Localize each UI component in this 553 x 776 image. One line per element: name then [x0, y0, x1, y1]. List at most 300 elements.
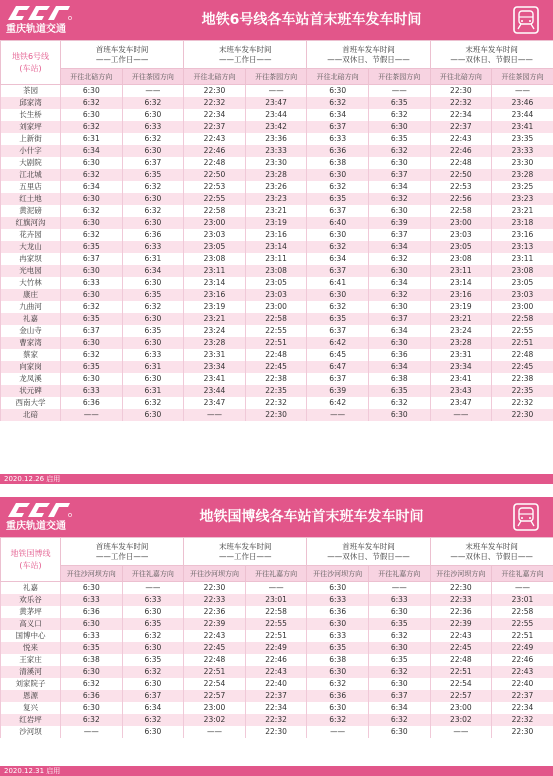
departure-time: 23:11 [430, 265, 492, 277]
station-name: 恩源 [1, 690, 61, 702]
departure-time: 6:30 [307, 85, 369, 98]
departure-time: 6:40 [307, 217, 369, 229]
time-group-header [184, 538, 307, 566]
departure-time: 22:30 [184, 582, 246, 595]
departure-time: 23:47 [430, 397, 492, 409]
departure-time: 22:37 [245, 690, 307, 702]
departure-time: 23:03 [184, 229, 246, 241]
departure-time: 23:43 [430, 385, 492, 397]
departure-time: 23:34 [430, 361, 492, 373]
departure-time: 6:37 [368, 169, 430, 181]
departure-time: 22:45 [245, 361, 307, 373]
departure-time: 6:30 [307, 169, 369, 181]
table-row [1, 630, 553, 642]
departure-time: 22:51 [245, 337, 307, 349]
group-subtitle: ——双休日、节假日—— [327, 551, 410, 561]
station-name: 长生桥 [1, 109, 61, 121]
station-name: 茶园 [1, 85, 61, 98]
departure-time: 6:30 [307, 582, 369, 595]
departure-time: 22:49 [245, 642, 307, 654]
direction-header: 开往礼嘉方向 [122, 566, 184, 582]
departure-time: 6:32 [61, 229, 123, 241]
departure-time: 22:48 [492, 349, 553, 361]
departure-time: 6:33 [307, 630, 369, 642]
departure-time: 6:34 [368, 361, 430, 373]
page-title: 地铁国博线各车站首末班车发车时间 [199, 509, 424, 525]
departure-time: 6:37 [307, 373, 369, 385]
departure-time: 6:30 [122, 373, 184, 385]
departure-time: 6:35 [368, 618, 430, 630]
departure-time: 6:38 [307, 157, 369, 169]
departure-time: 22:34 [430, 109, 492, 121]
table-row [1, 714, 553, 726]
departure-time: —— [122, 85, 184, 98]
departure-time: 6:35 [307, 313, 369, 325]
panel-divider [0, 484, 553, 497]
departure-time: 6:35 [61, 361, 123, 373]
departure-time: 23:03 [430, 229, 492, 241]
departure-time: 23:00 [184, 702, 246, 714]
group-subtitle: ——工作日—— [219, 54, 272, 64]
station-column-header: 地铁国博线 (车站) [1, 538, 61, 582]
departure-time: 23:21 [430, 313, 492, 325]
station-name: 康庄 [1, 289, 61, 301]
direction-header: 开往茶园方向 [245, 69, 307, 85]
table-row [1, 594, 553, 606]
departure-time: 6:30 [61, 618, 123, 630]
departure-time: 22:43 [430, 133, 492, 145]
departure-time: 6:37 [368, 229, 430, 241]
departure-time: 6:32 [368, 193, 430, 205]
departure-time: 6:30 [122, 217, 184, 229]
departure-time: 6:32 [307, 678, 369, 690]
departure-time: 22:58 [245, 313, 307, 325]
departure-time: 6:35 [307, 193, 369, 205]
departure-time: 6:32 [61, 97, 123, 109]
departure-time: 23:28 [245, 169, 307, 181]
departure-time: 6:33 [61, 594, 123, 606]
departure-time: 6:32 [307, 97, 369, 109]
station-name: 大剧院 [1, 157, 61, 169]
departure-time: 6:30 [368, 301, 430, 313]
departure-time: 22:46 [245, 654, 307, 666]
departure-time: 22:32 [184, 97, 246, 109]
departure-time: 6:34 [61, 145, 123, 157]
departure-time: 6:33 [368, 594, 430, 606]
station-name: 大竹林 [1, 277, 61, 289]
direction-header: 开往沙河坝方向 [61, 566, 123, 582]
departure-time: 6:32 [122, 397, 184, 409]
table-row [1, 385, 553, 397]
departure-time: 6:30 [61, 337, 123, 349]
departure-time: 6:34 [307, 109, 369, 121]
departure-time: 6:35 [307, 642, 369, 654]
table-row [1, 361, 553, 373]
departure-time: 6:34 [368, 241, 430, 253]
departure-time: 23:03 [492, 289, 553, 301]
departure-time: 6:30 [122, 642, 184, 654]
station-name: 向家岗 [1, 361, 61, 373]
station-name: 状元碑 [1, 385, 61, 397]
departure-time: 6:34 [122, 702, 184, 714]
direction-header: 开往礼嘉方向 [245, 566, 307, 582]
direction-header: 开往茶园方向 [368, 69, 430, 85]
group-subtitle: ——工作日—— [95, 54, 149, 64]
departure-time: 22:49 [492, 642, 553, 654]
departure-time: 23:14 [430, 277, 492, 289]
departure-time: 6:30 [307, 289, 369, 301]
departure-time: 22:30 [492, 726, 553, 738]
departure-time: 6:32 [368, 289, 430, 301]
departure-time: 22:53 [184, 181, 246, 193]
group-title: 首班车发车时间 [95, 541, 149, 551]
departure-time: 22:50 [430, 169, 492, 181]
departure-time: 6:32 [368, 253, 430, 265]
departure-time: 6:30 [61, 193, 123, 205]
departure-time: 23:36 [245, 133, 307, 145]
departure-time: 23:19 [184, 301, 246, 313]
departure-time: 6:30 [307, 666, 369, 678]
group-title: 首班车发车时间 [342, 44, 395, 54]
table-row [1, 229, 553, 241]
departure-time: 22:48 [430, 654, 492, 666]
departure-time: 22:30 [184, 85, 246, 98]
table-row [1, 373, 553, 385]
table-row [1, 181, 553, 193]
departure-time: —— [61, 409, 123, 421]
table-row [1, 726, 553, 738]
departure-time: 6:32 [122, 666, 184, 678]
group-subtitle: ——双休日、节假日—— [450, 551, 533, 561]
departure-time: 6:35 [368, 133, 430, 145]
departure-time: 22:56 [430, 193, 492, 205]
departure-time: 6:34 [307, 253, 369, 265]
departure-time: —— [430, 726, 492, 738]
departure-time: 22:43 [430, 630, 492, 642]
departure-time: 23:08 [245, 265, 307, 277]
table-row [1, 337, 553, 349]
departure-time: 22:55 [245, 325, 307, 337]
table-row [1, 642, 553, 654]
station-name: 黄泥磅 [1, 205, 61, 217]
departure-time: 22:36 [430, 606, 492, 618]
departure-time: 6:39 [368, 217, 430, 229]
departure-time: 6:32 [368, 714, 430, 726]
table-row [1, 678, 553, 690]
station-name: 刘家坪 [1, 121, 61, 133]
departure-time: 23:11 [184, 265, 246, 277]
departure-time: 22:43 [245, 666, 307, 678]
departure-time: 6:36 [61, 606, 123, 618]
departure-time: 6:30 [61, 85, 123, 98]
departure-time: 23:11 [492, 253, 553, 265]
departure-time: 23:13 [492, 241, 553, 253]
station-name: 红旗河沟 [1, 217, 61, 229]
station-name: 高义口 [1, 618, 61, 630]
departure-time: 6:32 [307, 714, 369, 726]
direction-header: 开往沙河坝方向 [307, 566, 369, 582]
table-row [1, 241, 553, 253]
table-row [1, 325, 553, 337]
departure-time: 6:30 [122, 678, 184, 690]
departure-time: 6:32 [122, 205, 184, 217]
departure-time: 6:34 [61, 181, 123, 193]
departure-time: 23:47 [184, 397, 246, 409]
departure-time: 6:30 [122, 145, 184, 157]
departure-time: 6:30 [61, 666, 123, 678]
departure-time: 6:30 [61, 217, 123, 229]
effective-date-footer: 2020.12.31 启用 [0, 766, 553, 776]
departure-time: 6:30 [61, 582, 123, 595]
departure-time: 23:42 [245, 121, 307, 133]
departure-time: 6:32 [368, 397, 430, 409]
departure-time: 6:34 [368, 181, 430, 193]
departure-time: 23:47 [245, 97, 307, 109]
station-name: 国博中心 [1, 630, 61, 642]
departure-time: 6:30 [61, 373, 123, 385]
departure-time: 6:47 [307, 361, 369, 373]
departure-time: 22:46 [492, 654, 553, 666]
departure-time: 23:00 [430, 217, 492, 229]
departure-time: 6:39 [307, 385, 369, 397]
departure-time: 23:21 [492, 205, 553, 217]
table-row [1, 157, 553, 169]
departure-time: 23:16 [492, 229, 553, 241]
departure-time: 6:33 [122, 241, 184, 253]
departure-time: 23:28 [184, 337, 246, 349]
departure-time: 6:32 [61, 205, 123, 217]
direction-header: 开往茶园方向 [492, 69, 553, 85]
direction-header: 开往北碚方向 [184, 69, 246, 85]
departure-time: 6:36 [61, 397, 123, 409]
time-group-header [61, 41, 184, 69]
departure-time: 6:30 [368, 726, 430, 738]
departure-time: 23:30 [245, 157, 307, 169]
departure-time: 6:31 [122, 253, 184, 265]
departure-time: 23:33 [492, 145, 553, 157]
departure-time: 6:34 [122, 265, 184, 277]
departure-time: 22:40 [492, 678, 553, 690]
departure-time: 6:33 [61, 630, 123, 642]
station-name: 礼嘉 [1, 313, 61, 325]
station-name: 沙河坝 [1, 726, 61, 738]
departure-time: 22:50 [184, 169, 246, 181]
metro-train-icon [513, 503, 539, 531]
departure-time: 23:00 [430, 702, 492, 714]
departure-time: 22:32 [492, 714, 553, 726]
departure-time: 6:37 [122, 690, 184, 702]
departure-time: 22:55 [492, 618, 553, 630]
departure-time: 22:39 [184, 618, 246, 630]
departure-time: 6:36 [122, 229, 184, 241]
departure-time: 22:30 [430, 582, 492, 595]
departure-time: 6:42 [307, 397, 369, 409]
departure-time: 23:19 [245, 217, 307, 229]
station-name: 九曲河 [1, 301, 61, 313]
table-row [1, 193, 553, 205]
departure-time: 23:16 [430, 289, 492, 301]
station-name: 光电园 [1, 265, 61, 277]
departure-time: —— [492, 582, 553, 595]
departure-time: 22:37 [184, 121, 246, 133]
departure-time: 23:08 [184, 253, 246, 265]
departure-time: 6:36 [61, 690, 123, 702]
departure-time: —— [430, 409, 492, 421]
departure-time: 23:14 [184, 277, 246, 289]
departure-time: 6:30 [61, 157, 123, 169]
departure-time: —— [184, 409, 246, 421]
group-subtitle: ——工作日—— [95, 551, 149, 561]
group-title: 末班车发车时间 [465, 44, 518, 54]
departure-time: 23:33 [245, 145, 307, 157]
departure-time: 6:35 [368, 97, 430, 109]
departure-time: 6:30 [307, 702, 369, 714]
departure-time: 23:41 [184, 373, 246, 385]
station-name: 花卉园 [1, 229, 61, 241]
expo-line-panel [0, 497, 553, 776]
departure-time: 22:54 [430, 678, 492, 690]
table-row [1, 97, 553, 109]
departure-time: 22:30 [245, 409, 307, 421]
group-subtitle: ——双休日、节假日—— [450, 54, 533, 64]
departure-time: 6:33 [122, 121, 184, 133]
group-title: 首班车发车时间 [342, 541, 395, 551]
station-name: 黄茅坪 [1, 606, 61, 618]
table-row [1, 409, 553, 421]
table-row [1, 169, 553, 181]
departure-time: 22:43 [492, 666, 553, 678]
departure-time: 22:39 [430, 618, 492, 630]
station-name: 红土地 [1, 193, 61, 205]
departure-time: 23:05 [492, 277, 553, 289]
departure-time: 22:32 [430, 97, 492, 109]
departure-time: 22:32 [492, 397, 553, 409]
departure-time: 23:18 [492, 217, 553, 229]
departure-time: 23:35 [492, 133, 553, 145]
departure-time: 6:35 [61, 241, 123, 253]
departure-time: 22:51 [430, 666, 492, 678]
departure-time: 23:24 [430, 325, 492, 337]
departure-time: 22:33 [184, 594, 246, 606]
departure-time: 6:41 [307, 277, 369, 289]
station-name: 五里店 [1, 181, 61, 193]
departure-time: 22:32 [245, 714, 307, 726]
departure-time: 6:35 [122, 325, 184, 337]
departure-time: 6:30 [122, 193, 184, 205]
departure-time: 6:32 [61, 349, 123, 361]
departure-time: 6:32 [122, 181, 184, 193]
departure-time: 23:00 [184, 217, 246, 229]
departure-time: 6:32 [307, 241, 369, 253]
station-name: 曹家湾 [1, 337, 61, 349]
direction-header-row [1, 566, 553, 582]
station-name: 江北城 [1, 169, 61, 181]
departure-time: 6:42 [307, 337, 369, 349]
departure-time: 23:41 [430, 373, 492, 385]
departure-time: 6:32 [122, 301, 184, 313]
departure-time: 22:51 [184, 666, 246, 678]
departure-time: 6:30 [368, 205, 430, 217]
table-row [1, 85, 553, 98]
table-row [1, 289, 553, 301]
group-title: 首班车发车时间 [95, 44, 149, 54]
departure-time: 23:08 [430, 253, 492, 265]
departure-time: 22:58 [184, 205, 246, 217]
departure-time: 6:38 [368, 373, 430, 385]
departure-time: 23:28 [430, 337, 492, 349]
departure-time: 23:31 [184, 349, 246, 361]
departure-time: —— [184, 726, 246, 738]
departure-time: 23:14 [245, 241, 307, 253]
table-row [1, 265, 553, 277]
departure-time: 6:35 [61, 313, 123, 325]
departure-time: 23:16 [245, 229, 307, 241]
departure-time: 23:26 [245, 181, 307, 193]
departure-time: 22:51 [492, 630, 553, 642]
table-row [1, 253, 553, 265]
table-row [1, 702, 553, 714]
station-name: 金山寺 [1, 325, 61, 337]
departure-time: 23:19 [430, 301, 492, 313]
departure-time: 6:33 [61, 277, 123, 289]
departure-time: 23:01 [245, 594, 307, 606]
departure-time: 6:33 [307, 594, 369, 606]
departure-time: 6:30 [368, 409, 430, 421]
table-row [1, 654, 553, 666]
departure-time: 23:03 [245, 289, 307, 301]
departure-time: 22:57 [184, 690, 246, 702]
time-group-header [307, 538, 430, 566]
table-row [1, 313, 553, 325]
departure-time: 23:25 [492, 181, 553, 193]
departure-time: 6:30 [307, 229, 369, 241]
station-name: 邱家湾 [1, 97, 61, 109]
departure-time: 23:05 [184, 241, 246, 253]
departure-time: 6:30 [368, 265, 430, 277]
crt-logo [6, 4, 76, 36]
departure-time: 22:30 [492, 409, 553, 421]
departure-time: 6:37 [307, 121, 369, 133]
departure-time: 6:32 [368, 630, 430, 642]
station-column-header: 地铁6号线 (车站) [1, 41, 61, 85]
departure-time: 6:30 [122, 109, 184, 121]
station-name: 悦来 [1, 642, 61, 654]
departure-time: 23:41 [492, 121, 553, 133]
expo-header-bar [0, 497, 553, 537]
departure-time: 6:30 [368, 157, 430, 169]
departure-time: 6:30 [61, 702, 123, 714]
departure-time: —— [368, 85, 430, 98]
page-title: 地铁6号线各车站首末班车发车时间 [201, 12, 422, 28]
departure-time: 23:28 [492, 169, 553, 181]
departure-time: 22:35 [245, 385, 307, 397]
departure-time: 22:40 [245, 678, 307, 690]
departure-time: 6:31 [122, 385, 184, 397]
departure-time: 22:58 [492, 606, 553, 618]
departure-time: 6:35 [368, 654, 430, 666]
station-name: 礼嘉 [1, 582, 61, 595]
departure-time: 6:32 [122, 133, 184, 145]
departure-time: 23:16 [184, 289, 246, 301]
departure-time: 22:45 [492, 361, 553, 373]
station-name: 欢乐谷 [1, 594, 61, 606]
departure-time: 6:32 [61, 301, 123, 313]
departure-time: —— [368, 582, 430, 595]
table-row [1, 109, 553, 121]
departure-time: 6:30 [61, 265, 123, 277]
departure-time: 6:36 [368, 349, 430, 361]
departure-time: 22:46 [184, 145, 246, 157]
